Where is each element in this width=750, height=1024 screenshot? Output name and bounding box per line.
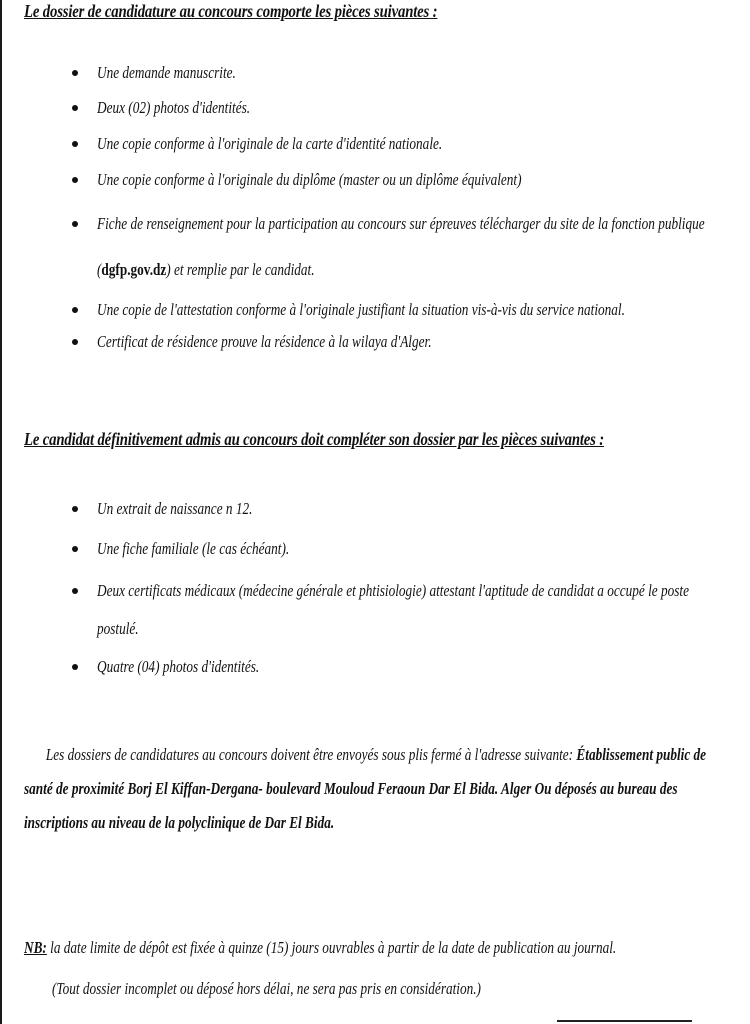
list-item: [72, 201, 732, 293]
list-item-text: Quatre (04) photos d'identités.: [97, 657, 260, 676]
list-item-text: Une copie conforme à l'originale du diplôme (master ou un diplôme équivalent): [97, 170, 522, 189]
list-item-text: Un extrait de naissance n 12.: [97, 499, 253, 518]
bullet-icon: [72, 546, 78, 552]
section1-list: [72, 58, 732, 357]
nb-paragraph: [24, 928, 739, 968]
bullet-icon: [72, 70, 78, 76]
address-text: Établissement public de santé de proximité Borj El Kiffan-Dergana- boulevard Mouloud Feraoun Dar El Bida. Alger Ou déposés au bureau des inscriptions au niveau de la polyclinique de Dar El Bida.: [24, 745, 707, 832]
bullet-icon: [72, 588, 78, 594]
list-item-text: Deux certificats médicaux (médecine générale et phtisiologie) attestant l'aptitude de candidat a occupé le poste postulé.: [97, 581, 689, 638]
nb-text: la date limite de dépôt est fixée à quinze (15) jours ouvrables à partir de la date de publication au journal.: [46, 938, 617, 957]
list-item-text: Une copie conforme à l'originale de la carte d'identité nationale.: [97, 134, 443, 153]
list-item: [72, 494, 732, 524]
section1-heading: Le dossier de candidature au concours comporte les pièces suivantes :: [24, 1, 438, 21]
bullet-icon: [72, 506, 78, 512]
bullet-icon: [72, 221, 78, 227]
bullet-icon: [72, 105, 78, 111]
list-item: [72, 165, 732, 195]
section2-heading: Le candidat définitivement admis au concours doit compléter son dossier par les pièces suivantes :: [24, 429, 605, 449]
list-item: [72, 327, 732, 357]
list-item: [72, 572, 732, 648]
list-item-text: Deux (02) photos d'identités.: [97, 98, 251, 117]
bullet-icon: [72, 177, 78, 183]
list-item-text: Une copie de l'attestation conforme à l'originale justifiant la situation vis-à-vis du service national.: [97, 300, 625, 319]
section2-list: [72, 494, 732, 682]
nb-label: NB:: [24, 938, 47, 957]
bullet-icon: [72, 141, 78, 147]
bullet-icon: [72, 339, 78, 345]
list-item-text: Une demande manuscrite.: [97, 63, 236, 82]
list-item: [72, 652, 732, 682]
nb-note: (Tout dossier incomplet ou déposé hors délai, ne sera pas pris en considération.): [52, 979, 481, 998]
website-text: dgfp.gov.dz: [101, 260, 167, 279]
address-lead-text: Les dossiers de candidatures au concours doivent être envoyés sous plis fermé à l'adresse suivante:: [45, 745, 577, 764]
list-item: [72, 129, 732, 159]
address-paragraph: [24, 738, 739, 840]
signature-line: [557, 1020, 692, 1022]
list-item-text: Fiche de renseignement pour la participation au concours sur épreuves télécharger du site de la fonction publique (dgfp.gov.dz) et remplie par le candidat.: [97, 214, 705, 279]
list-item-text: Une fiche familiale (le cas échéant).: [97, 539, 290, 558]
list-item: [72, 534, 732, 564]
list-item: [72, 93, 732, 123]
list-item: [72, 295, 732, 325]
bullet-icon: [72, 307, 78, 313]
list-item-text: Certificat de résidence prouve la résidence à la wilaya d'Alger.: [97, 332, 432, 351]
list-item: [72, 58, 732, 88]
bullet-icon: [72, 664, 78, 670]
